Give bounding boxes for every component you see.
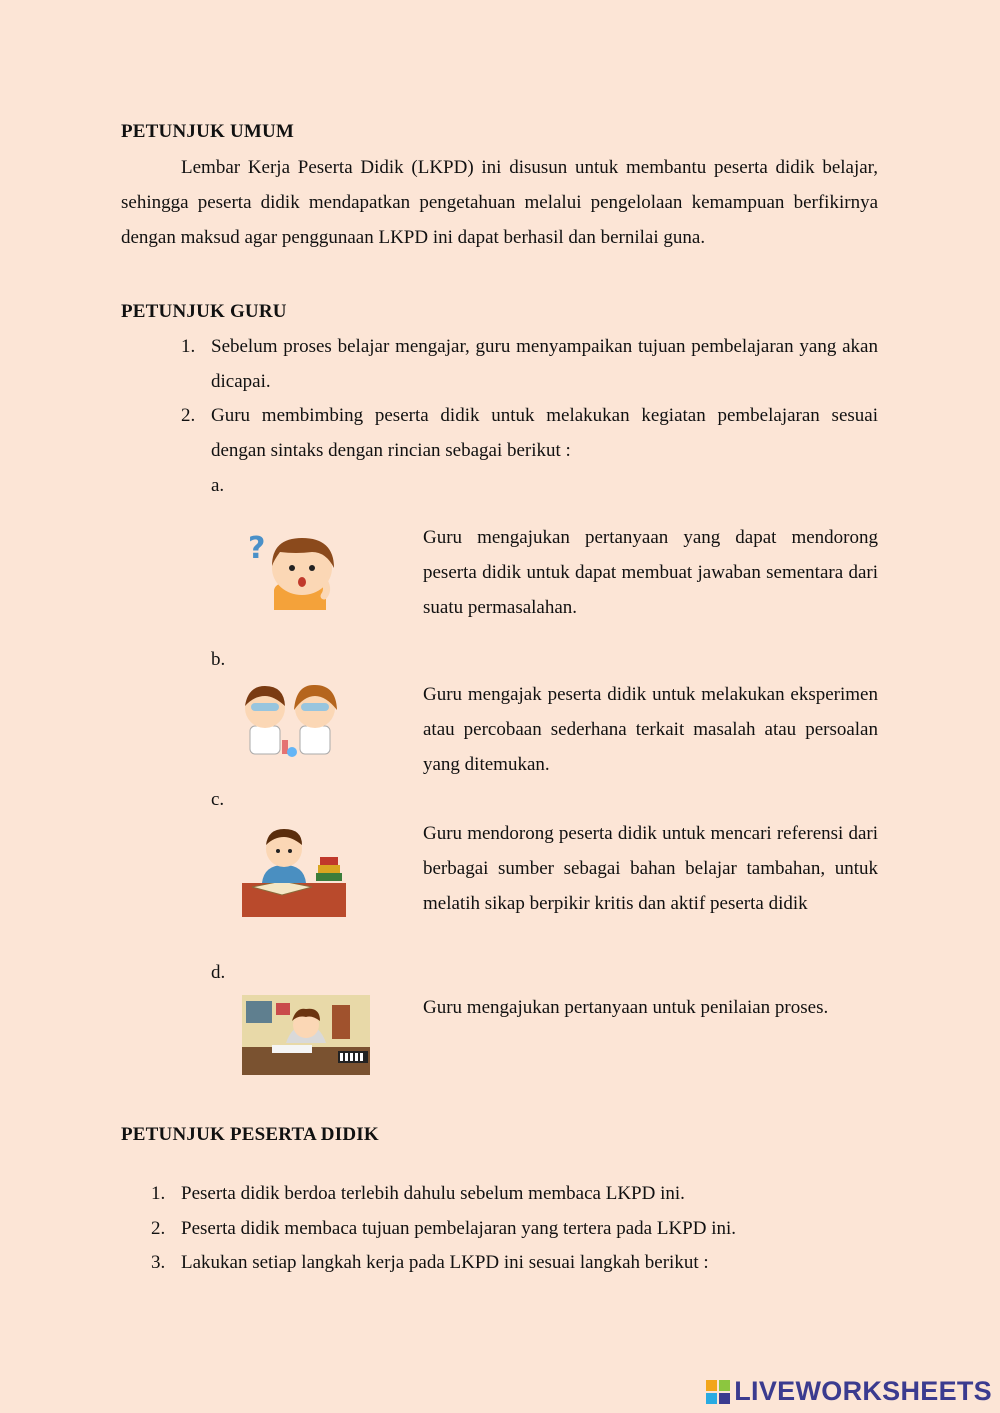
reading-child-illustration (242, 825, 346, 917)
thinking-child-illustration (246, 530, 338, 610)
teacher-item-number: 1. (181, 336, 196, 357)
general-paragraph-text: Lembar Kerja Peserta Didik (LKPD) ini disusun untuk membantu peserta didik belajar, sehingga peserta didik mendapatkan pengetahuan melalui pengelolaan kemampuan berfikirnya dengan maksud agar penggunaan LKPD ini dapat berhasil dan bernilai guna. (121, 157, 878, 248)
studying-student-illustration (242, 995, 370, 1075)
sub-item-letter-a: a. (211, 475, 225, 496)
student-item-number: 1. (151, 1183, 166, 1204)
sub-item-letter-c: c. (211, 789, 225, 810)
experiment-children-illustration (242, 684, 344, 760)
teacher-item-text: Guru membimbing peserta didik untuk melakukan kegiatan pembelajaran sesuai dengan sintaks dengan rincian sebagai berikut : (211, 405, 878, 461)
student-item-text: Lakukan setiap langkah kerja pada LKPD ini sesuai langkah berikut : (181, 1252, 709, 1273)
general-paragraph (121, 150, 878, 255)
sub-item-text-c: Guru mendorong peserta didik untuk mencari referensi dari berbagai sumber sebagai bahan belajar tambahan, untuk melatih sikap berpikir kritis dan aktif peserta didik (423, 823, 878, 914)
student-item-number: 3. (151, 1252, 166, 1273)
teacher-heading: PETUNJUK GURU (121, 301, 287, 322)
sub-item-text-d: Guru mengajukan pertanyaan untuk penilaian proses. (423, 997, 829, 1018)
sub-item-letter-d: d. (211, 962, 226, 983)
sub-item-text-b: Guru mengajak peserta didik untuk melakukan eksperimen atau percobaan sederhana terkait masalah atau persoalan yang ditemukan. (423, 684, 878, 775)
liveworksheets-logo[interactable] (705, 1376, 992, 1407)
sub-item-letter-b: b. (211, 649, 226, 670)
student-item-text: Peserta didik berdoa terlebih dahulu sebelum membaca LKPD ini. (181, 1183, 685, 1204)
student-item-text: Peserta didik membaca tujuan pembelajaran yang tertera pada LKPD ini. (181, 1218, 737, 1239)
teacher-item-number: 2. (181, 405, 196, 426)
liveworksheets-logo-icon (705, 1379, 731, 1405)
student-item-number: 2. (151, 1218, 166, 1239)
student-heading: PETUNJUK PESERTA DIDIK (121, 1124, 379, 1145)
teacher-item-text: Sebelum proses belajar mengajar, guru menyampaikan tujuan pembelajaran yang akan dicapai. (211, 336, 878, 392)
general-heading: PETUNJUK UMUM (121, 121, 295, 142)
liveworksheets-logo-text: LIVEWORKSHEETS (734, 1376, 992, 1406)
svg-text:?: ? (248, 531, 266, 566)
sub-item-text-a: Guru mengajukan pertanyaan yang dapat mendorong peserta didik untuk dapat membuat jawaban sementara dari suatu permasalahan. (423, 527, 878, 618)
